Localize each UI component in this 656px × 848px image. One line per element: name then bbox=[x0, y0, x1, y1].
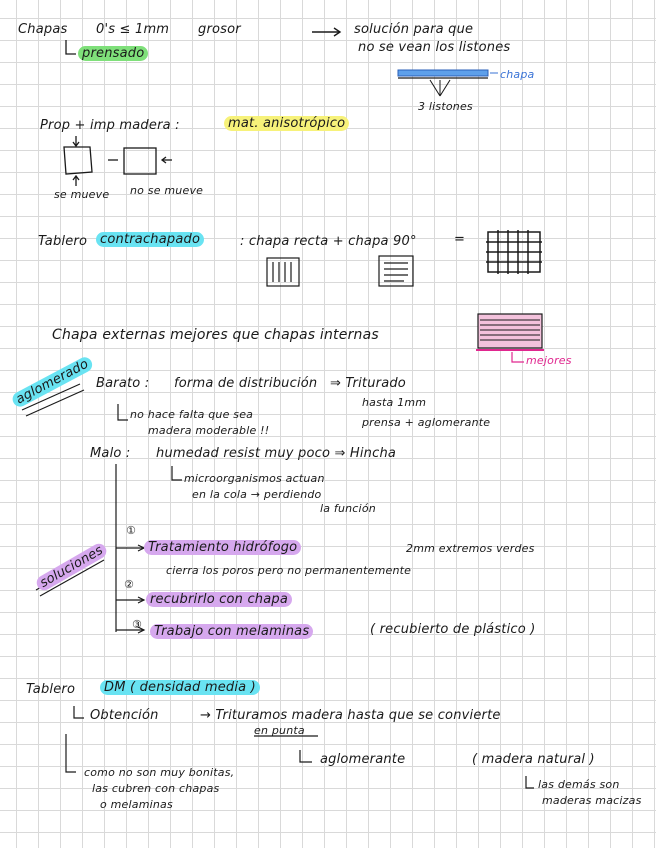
forma-distribucion-text: forma de distribución bbox=[174, 376, 318, 391]
como-no-line-2: las cubren con chapas bbox=[92, 782, 220, 795]
tratamiento-highlight: Tratamiento hidrófogo bbox=[144, 540, 301, 555]
number-3-icon: ③ bbox=[132, 618, 143, 631]
microorganismos-line-1: microorganismos actuan bbox=[184, 472, 325, 485]
grid-plywood-icon bbox=[486, 230, 542, 274]
trituramos-text: → Trituramos madera hasta que se convierte bbox=[200, 708, 501, 723]
cierra-poros-text: cierra los poros pero no permanentemente bbox=[166, 564, 412, 577]
bracket-arrow-icon bbox=[66, 40, 76, 54]
chapa-recta-text: : chapa recta + chapa 90° bbox=[240, 234, 417, 249]
number-1-icon: ① bbox=[126, 524, 137, 537]
chapa-90-icon bbox=[379, 256, 413, 286]
obtencion-text: Obtención bbox=[90, 708, 159, 723]
solucion-line-2: no se vean los listones bbox=[358, 40, 511, 55]
aglomerante-dm-text: aglomerante bbox=[320, 752, 406, 767]
no-hace-falta-line-2: madera moderable !! bbox=[148, 424, 270, 437]
chapas-heading: Chapas bbox=[18, 22, 68, 37]
madera-natural-text: ( madera natural ) bbox=[472, 752, 595, 767]
tablero-dm-text: Tablero bbox=[26, 682, 76, 697]
contrachapado-highlight: contrachapado bbox=[96, 232, 204, 247]
number-2-icon: ② bbox=[124, 578, 135, 591]
aglomerado-highlight: aglomerado bbox=[10, 355, 95, 410]
soluciones-highlight: soluciones bbox=[34, 541, 109, 593]
arrow-right-icon bbox=[312, 28, 340, 36]
como-no-line-1: como no son muy bonitas, bbox=[84, 766, 235, 779]
listones-label: 3 listones bbox=[418, 100, 473, 113]
microorganismos-line-3: la función bbox=[320, 502, 376, 515]
no-hace-falta-line-1: no hace falta que sea bbox=[130, 408, 254, 421]
humedad-text: humedad resist muy poco ⇒ Hincha bbox=[156, 446, 397, 461]
en-punta-text: en punta bbox=[254, 724, 305, 737]
barato-label: Barato : bbox=[96, 376, 150, 391]
prensa-aglomerante-text: prensa + aglomerante bbox=[362, 416, 491, 429]
triturado-text: ⇒ Triturado bbox=[330, 376, 406, 391]
grosor-text: grosor bbox=[198, 22, 241, 37]
malo-label: Malo : bbox=[90, 446, 131, 461]
como-no-line-3: o melaminas bbox=[100, 798, 173, 811]
prensado-highlight: prensado bbox=[78, 46, 148, 61]
chapa-recta-icon bbox=[267, 258, 299, 286]
las-demas-line-1: las demás son bbox=[538, 778, 620, 791]
wood-movement-sketch-icon bbox=[64, 136, 172, 186]
microorganismos-line-2: en la cola → perdiendo bbox=[192, 488, 322, 501]
extremos-text: 2mm extremos verdes bbox=[406, 542, 535, 555]
prop-imp-text: Prop + imp madera : bbox=[40, 118, 180, 133]
espesor-text: 0's ≤ 1mm bbox=[96, 22, 170, 37]
las-demas-line-2: maderas macizas bbox=[542, 794, 642, 807]
dm-highlight: DM ( densidad media ) bbox=[100, 680, 260, 695]
solucion-line-1: solución para que bbox=[354, 22, 474, 37]
no-se-mueve-label: no se mueve bbox=[130, 184, 204, 197]
melaminas-highlight: Trabajo con melaminas bbox=[150, 624, 313, 639]
mejores-label: mejores bbox=[526, 354, 572, 367]
se-mueve-label: se mueve bbox=[54, 188, 110, 201]
hasta-1mm-text: hasta 1mm bbox=[362, 396, 427, 409]
chapa-sketch-icon bbox=[398, 70, 498, 96]
tablero-text: Tablero bbox=[38, 234, 88, 249]
chapas-externas-text: Chapa externas mejores que chapas internas bbox=[52, 327, 379, 343]
chapa-label: chapa bbox=[500, 68, 535, 81]
recubierto-plastico-text: ( recubierto de plástico ) bbox=[370, 622, 536, 637]
equals-sign: = bbox=[454, 232, 466, 247]
anisotropico-highlight: mat. anisotrópico bbox=[224, 116, 349, 131]
recubrirlo-highlight: recubrirlo con chapa bbox=[146, 592, 292, 607]
